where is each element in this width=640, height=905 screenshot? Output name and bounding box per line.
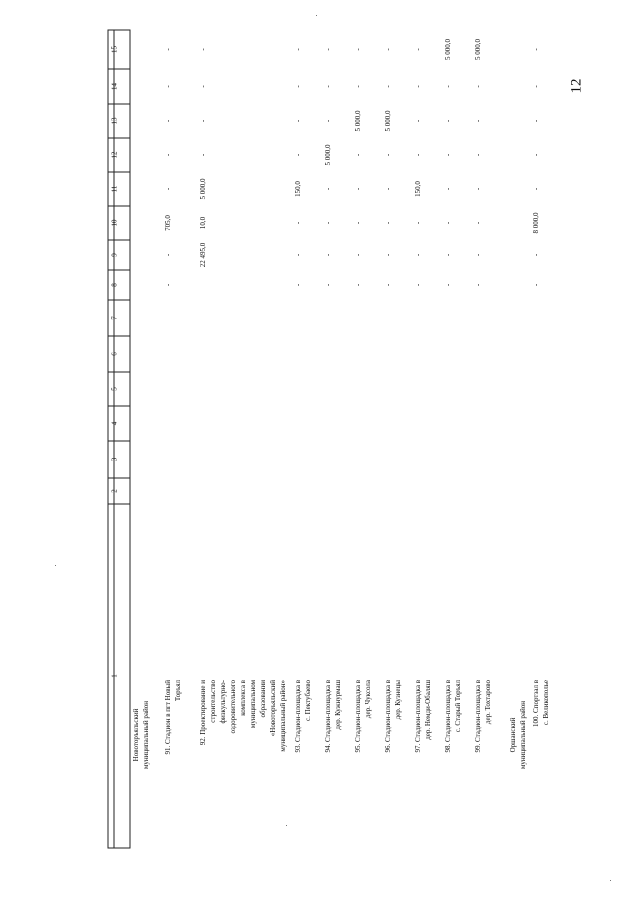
column-number: 8 bbox=[110, 283, 119, 287]
empty-value-dash: - bbox=[444, 85, 452, 88]
facility-description-line: образовании bbox=[259, 680, 267, 718]
funding-amount: 22 495,0 bbox=[199, 242, 207, 268]
empty-value-dash: - bbox=[354, 153, 362, 157]
funding-amount: 10,0 bbox=[199, 216, 207, 230]
facility-row bbox=[532, 48, 550, 727]
empty-value-dash: - bbox=[474, 187, 482, 191]
empty-value-dash: - bbox=[474, 119, 482, 123]
facility-description-line: с. Старый Торъял bbox=[454, 680, 462, 733]
empty-value-dash: - bbox=[294, 253, 302, 257]
empty-value-dash: - bbox=[444, 187, 452, 191]
empty-value-dash: - bbox=[414, 221, 422, 225]
empty-value-dash: - bbox=[354, 283, 362, 287]
empty-value-dash: - bbox=[532, 48, 540, 51]
empty-value-dash: - bbox=[164, 187, 172, 191]
facility-row bbox=[199, 48, 287, 752]
facility-description-line: оздоровительного bbox=[229, 680, 237, 734]
page-number: 12 bbox=[568, 78, 585, 94]
empty-value-dash: - bbox=[414, 119, 422, 123]
empty-value-dash: - bbox=[414, 48, 422, 51]
facility-description-line: физкультурно- bbox=[219, 680, 227, 724]
column-number: 11 bbox=[110, 185, 119, 193]
empty-value-dash: - bbox=[384, 153, 392, 157]
empty-value-dash: - bbox=[384, 253, 392, 257]
empty-value-dash: - bbox=[384, 85, 392, 88]
funding-amount: 5 000,0 bbox=[474, 39, 482, 60]
empty-value-dash: - bbox=[384, 187, 392, 191]
empty-value-dash: - bbox=[294, 153, 302, 157]
facility-description-line: 97. Стадион-площадка в bbox=[414, 680, 422, 753]
empty-value-dash: - bbox=[354, 187, 362, 191]
district-name: Оршанский bbox=[509, 717, 517, 753]
district-name: муниципальный район bbox=[142, 700, 150, 770]
column-number: 3 bbox=[110, 457, 119, 462]
empty-value-dash: - bbox=[324, 283, 332, 287]
empty-value-dash: - bbox=[532, 85, 540, 88]
facility-description-line: «Новоторъяльский bbox=[269, 680, 277, 737]
facility-row bbox=[444, 39, 462, 753]
empty-value-dash: - bbox=[324, 85, 332, 88]
facility-description-line: 98. Стадион-площадка в bbox=[444, 680, 452, 753]
facility-description-line: Торъял bbox=[174, 680, 182, 702]
empty-value-dash: - bbox=[474, 85, 482, 88]
empty-value-dash: - bbox=[444, 253, 452, 257]
empty-value-dash: - bbox=[384, 48, 392, 51]
funding-amount: 5 000,0 bbox=[199, 178, 207, 200]
empty-value-dash: - bbox=[164, 48, 172, 51]
empty-value-dash: - bbox=[294, 283, 302, 287]
facility-description-line: строительство bbox=[209, 680, 217, 723]
empty-value-dash: - bbox=[384, 221, 392, 225]
empty-value-dash: - bbox=[474, 221, 482, 225]
empty-value-dash: - bbox=[199, 48, 207, 51]
funding-amount: 150,0 bbox=[294, 181, 302, 197]
funding-amount: 5 000,0 bbox=[354, 110, 362, 132]
column-number: 1 bbox=[110, 674, 119, 678]
facility-row bbox=[414, 48, 432, 753]
empty-value-dash: - bbox=[164, 253, 172, 257]
column-number: 4 bbox=[110, 421, 119, 426]
column-number: 15 bbox=[110, 46, 119, 53]
district-heading-row bbox=[509, 701, 527, 769]
empty-value-dash: - bbox=[444, 119, 452, 123]
empty-value-dash: - bbox=[324, 253, 332, 257]
funding-amount: 5 000,0 bbox=[324, 144, 332, 166]
empty-value-dash: - bbox=[414, 253, 422, 257]
empty-value-dash: - bbox=[532, 283, 540, 287]
empty-value-dash: - bbox=[354, 48, 362, 51]
facility-description-line: 92. Проектирование и bbox=[199, 680, 207, 746]
empty-value-dash: - bbox=[474, 253, 482, 257]
facility-description-line: дер. Кужнурмаш bbox=[334, 680, 342, 730]
empty-value-dash: - bbox=[294, 85, 302, 88]
district-heading-row bbox=[132, 701, 150, 769]
empty-value-dash: - bbox=[532, 187, 540, 191]
facility-row bbox=[294, 48, 312, 753]
facility-description-line: 95. Стадион-площадка в bbox=[354, 680, 362, 753]
funding-amount: 5 000,0 bbox=[444, 39, 452, 60]
district-name: муниципальный район bbox=[519, 700, 527, 770]
funding-amount: 5 000,0 bbox=[384, 110, 392, 132]
empty-value-dash: - bbox=[324, 187, 332, 191]
funding-amount: 150,0 bbox=[414, 181, 422, 197]
facility-row bbox=[354, 48, 372, 753]
column-number: 12 bbox=[110, 151, 119, 159]
empty-value-dash: - bbox=[294, 221, 302, 225]
empty-value-dash: - bbox=[444, 283, 452, 287]
column-number: 5 bbox=[110, 387, 119, 391]
facility-description-line: дер. Тохтарово bbox=[484, 680, 492, 725]
empty-value-dash: - bbox=[532, 153, 540, 157]
empty-value-dash: - bbox=[164, 283, 172, 287]
facility-description-line: 93. Стадион-площадка в bbox=[294, 680, 302, 753]
column-number: 9 bbox=[110, 253, 119, 257]
facility-description-line: дер. Чуксола bbox=[364, 680, 372, 719]
empty-value-dash: - bbox=[414, 85, 422, 88]
funding-amount: 705,0 bbox=[164, 215, 172, 231]
empty-value-dash: - bbox=[444, 153, 452, 157]
facility-description-line: комплекса в bbox=[239, 680, 247, 716]
facility-description-line: дер. Кузнецы bbox=[394, 680, 402, 720]
facility-description-line: 99. Стадион-площадка в bbox=[474, 680, 482, 753]
facility-description-line: 91. Стадион в пгт Новый bbox=[164, 680, 172, 755]
facility-description-line: муниципальный район» bbox=[279, 680, 287, 752]
empty-value-dash: - bbox=[532, 253, 540, 257]
facility-row bbox=[384, 48, 402, 753]
empty-value-dash: - bbox=[164, 119, 172, 123]
empty-value-dash: - bbox=[324, 48, 332, 51]
facility-description-line: дер. Немди-Обаляш bbox=[424, 680, 432, 740]
empty-value-dash: - bbox=[199, 153, 207, 157]
empty-value-dash: - bbox=[164, 153, 172, 157]
empty-value-dash: - bbox=[354, 221, 362, 225]
facility-description-line: с. Пектубаево bbox=[304, 680, 312, 721]
column-number: 7 bbox=[110, 316, 119, 320]
facility-row bbox=[474, 39, 492, 753]
empty-value-dash: - bbox=[354, 85, 362, 88]
funding-amount: 8 000,0 bbox=[532, 212, 540, 234]
district-name: Новоторъяльский bbox=[132, 708, 140, 762]
facility-row bbox=[324, 48, 342, 753]
empty-value-dash: - bbox=[324, 119, 332, 123]
empty-value-dash: - bbox=[354, 253, 362, 257]
empty-value-dash: - bbox=[294, 119, 302, 123]
empty-value-dash: - bbox=[414, 153, 422, 157]
empty-value-dash: - bbox=[444, 221, 452, 225]
empty-value-dash: - bbox=[164, 85, 172, 88]
column-number: 10 bbox=[110, 219, 119, 227]
column-number: 14 bbox=[110, 83, 119, 90]
empty-value-dash: - bbox=[384, 283, 392, 287]
facility-description-line: с. Великополье bbox=[542, 680, 550, 726]
column-number: 6 bbox=[110, 352, 119, 356]
column-number: 13 bbox=[110, 117, 119, 125]
empty-value-dash: - bbox=[324, 221, 332, 225]
empty-value-dash: - bbox=[199, 85, 207, 88]
empty-value-dash: - bbox=[414, 283, 422, 287]
column-number: 2 bbox=[110, 489, 119, 493]
empty-value-dash: - bbox=[199, 119, 207, 123]
empty-value-dash: - bbox=[474, 283, 482, 287]
facility-description-line: 94. Стадион-площадка в bbox=[324, 680, 332, 753]
facility-description-line: муниципальном bbox=[249, 680, 257, 729]
facility-description-line: 96. Стадион-площадка в bbox=[384, 680, 392, 753]
empty-value-dash: - bbox=[532, 119, 540, 123]
facility-row bbox=[164, 48, 182, 755]
facility-description-line: 100. Спортзал в bbox=[532, 680, 540, 727]
empty-value-dash: - bbox=[474, 153, 482, 157]
empty-value-dash: - bbox=[294, 48, 302, 51]
